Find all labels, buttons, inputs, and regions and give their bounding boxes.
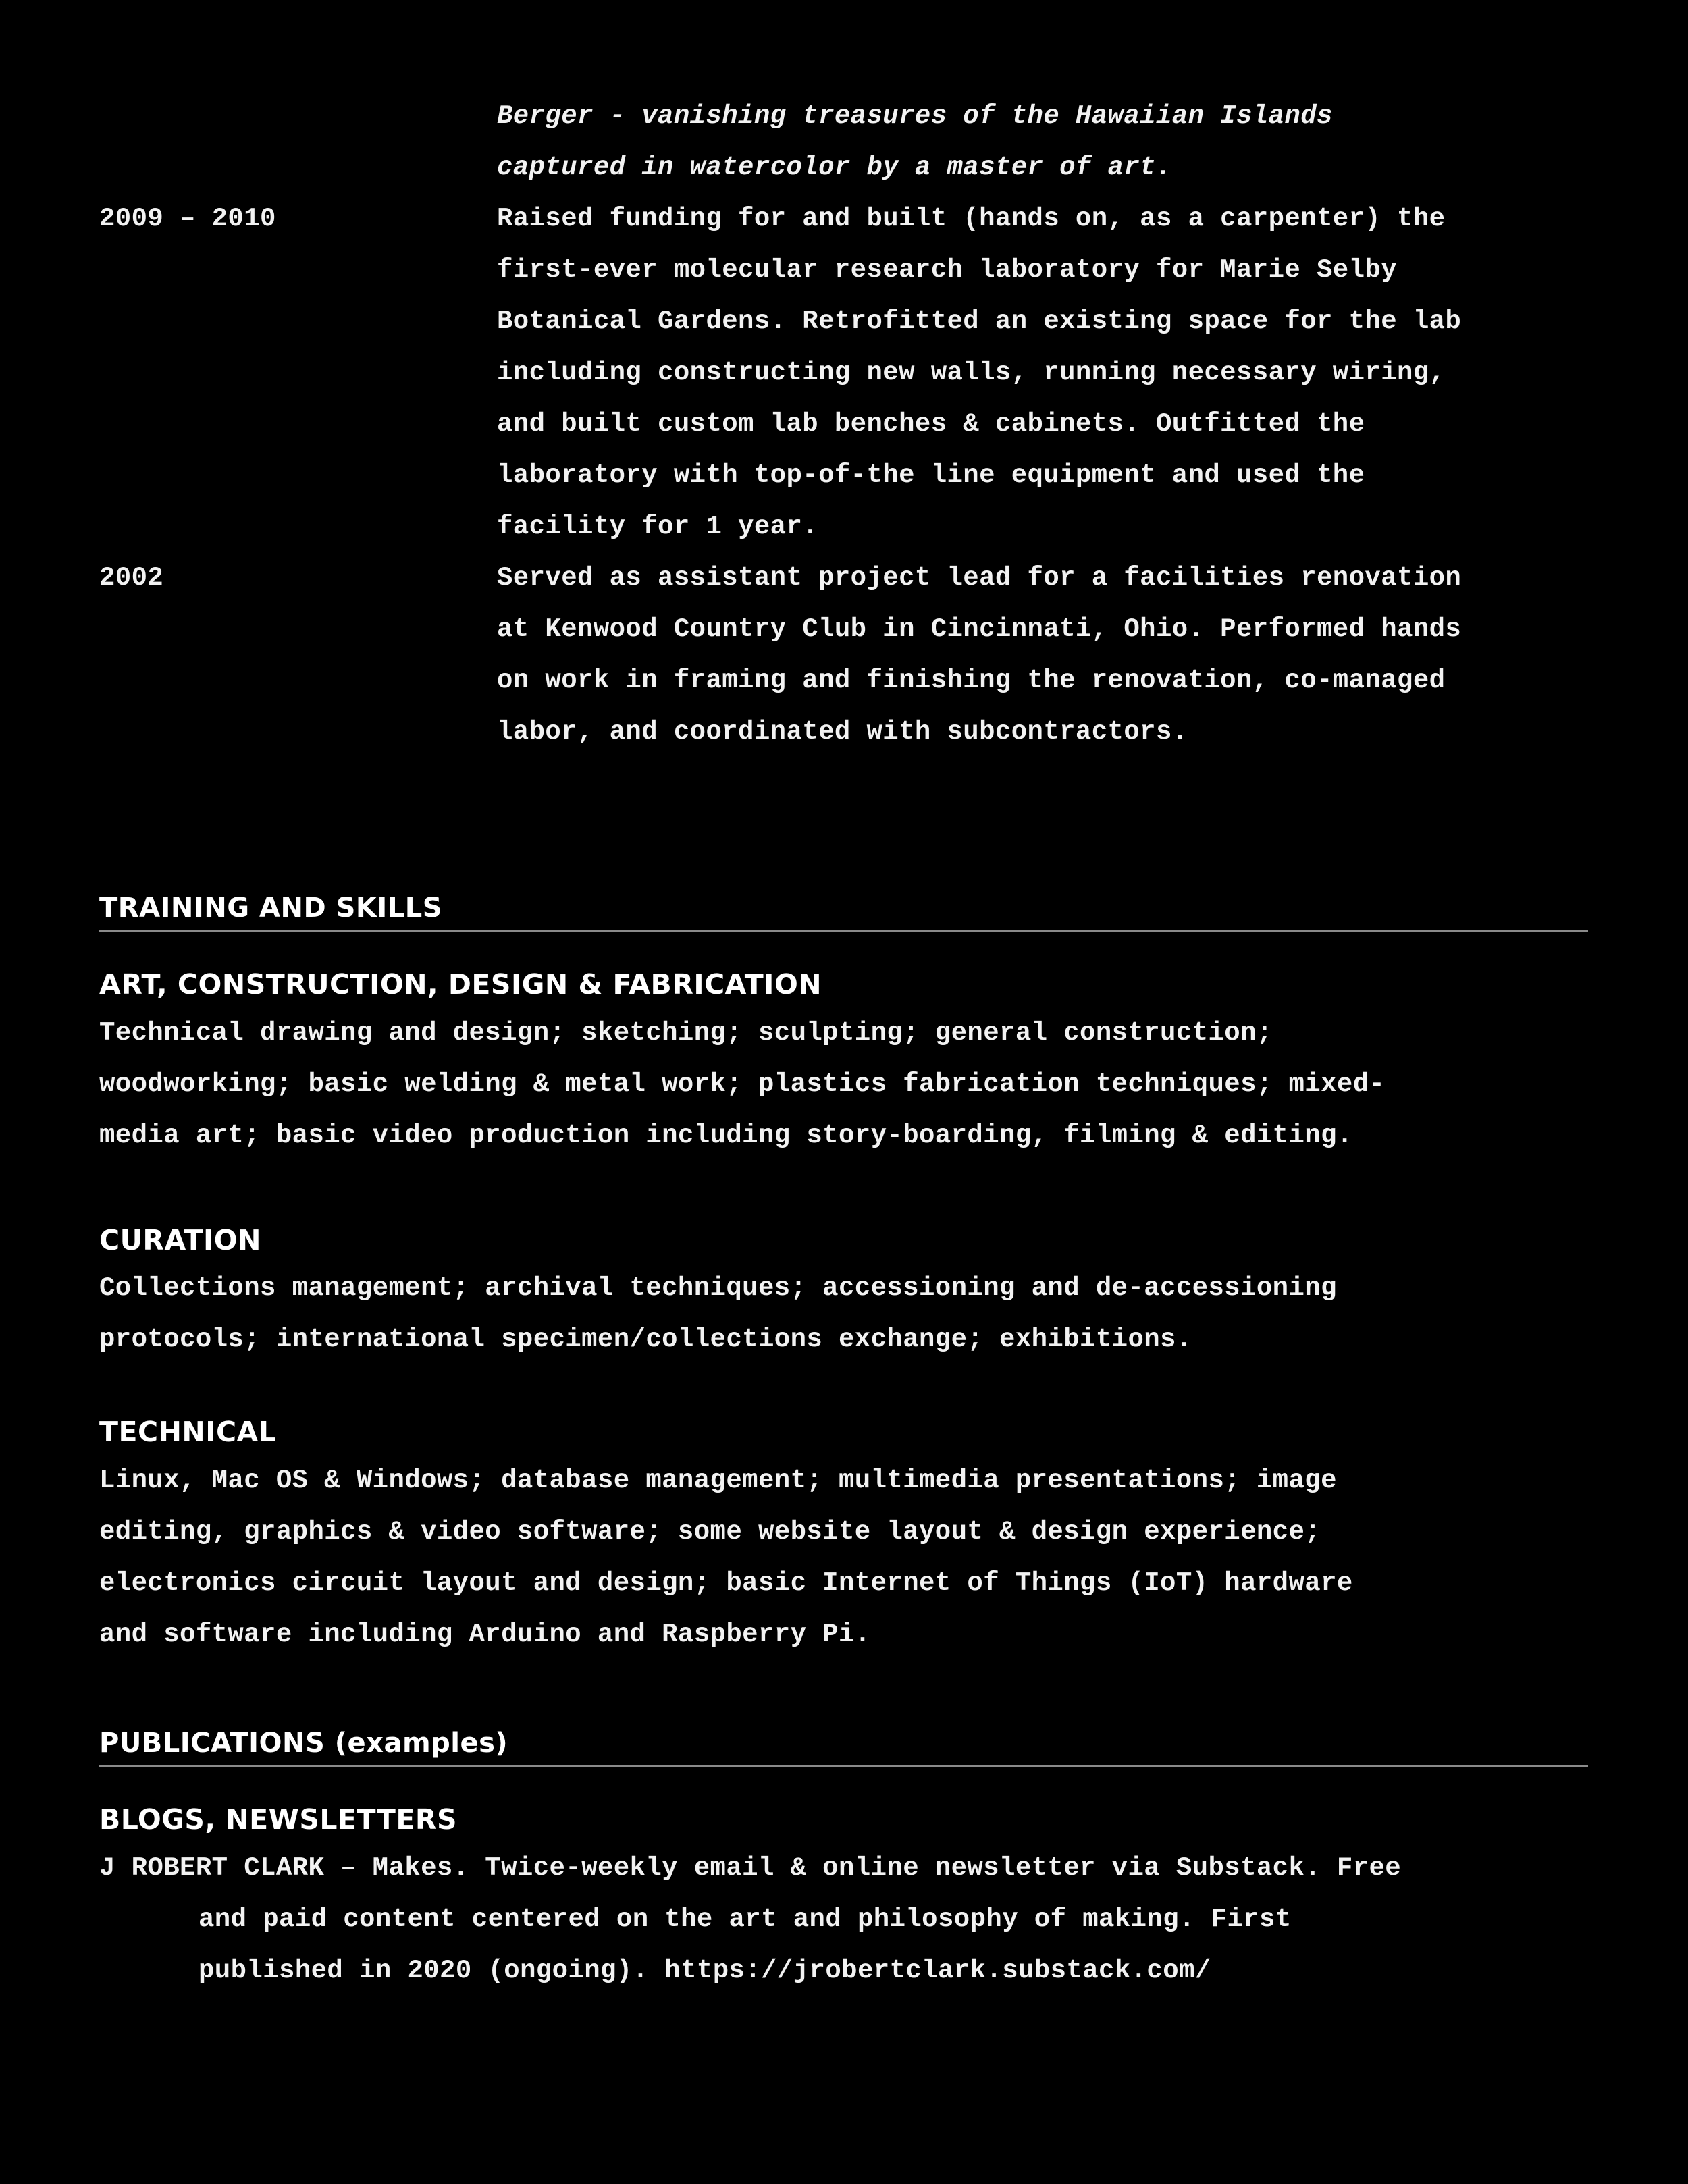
berger-line-1: Berger - vanishing treasures of the Hawaiian Islands xyxy=(497,101,1333,131)
entry-line: and built custom lab benches & cabinets. Outfitted the xyxy=(497,409,1365,439)
entry-line: labor, and coordinated with subcontractors. xyxy=(497,717,1188,747)
section-title-publications: PUBLICATIONS (examples) xyxy=(99,1726,1588,1767)
curation-skills-text xyxy=(99,1262,1337,1365)
subsection-title-technical: TECHNICAL xyxy=(99,1416,277,1448)
skills-line: and software including Arduino and Raspberry Pi. xyxy=(99,1620,871,1649)
entry-date-2002: 2002 xyxy=(99,563,164,593)
publication-entry xyxy=(99,1842,1401,1996)
skills-line: woodworking; basic welding & metal work; plastics fabrication techniques; mixed- xyxy=(99,1069,1386,1099)
publication-line-2: and paid content centered on the art and philosophy of making. First xyxy=(199,1905,1292,1934)
subsection-title-blogs: BLOGS, NEWSLETTERS xyxy=(99,1803,457,1836)
entry-line: including constructing new walls, running necessary wiring, xyxy=(497,358,1446,388)
publication-line-3: published in 2020 (ongoing). https://jrobertclark.substack.com/ xyxy=(199,1956,1211,1986)
entry-line: Raised funding for and built (hands on, as a carpenter) the xyxy=(497,204,1446,234)
skills-line: editing, graphics & video software; some website layout & design experience; xyxy=(99,1517,1321,1547)
entry-line: Served as assistant project lead for a facilities renovation xyxy=(497,563,1462,593)
publication-line-1: J ROBERT CLARK – Makes. Twice-weekly email & online newsletter via Substack. Free xyxy=(99,1853,1402,1883)
entry-line: facility for 1 year. xyxy=(497,512,819,541)
entry-description-2002 xyxy=(497,552,1461,757)
skills-line: electronics circuit layout and design; basic Internet of Things (IoT) hardware xyxy=(99,1568,1353,1598)
berger-line-2: captured in watercolor by a master of art. xyxy=(497,153,1172,182)
skills-line: Collections management; archival techniques; accessioning and de-accessioning xyxy=(99,1273,1337,1303)
entry-description-2009 xyxy=(497,193,1461,552)
entry-line: first-ever molecular research laboratory for Marie Selby xyxy=(497,255,1398,285)
technical-skills-text xyxy=(99,1455,1353,1660)
art-skills-text xyxy=(99,1007,1385,1161)
subsection-title-art: ART, CONSTRUCTION, DESIGN & FABRICATION xyxy=(99,968,822,1001)
entry-line: at Kenwood Country Club in Cincinnati, Ohio. Performed hands xyxy=(497,614,1462,644)
entry-line: laboratory with top-of-the line equipment and used the xyxy=(497,460,1365,490)
berger-description xyxy=(497,90,1333,193)
subsection-title-curation: CURATION xyxy=(99,1224,261,1256)
skills-line: Technical drawing and design; sketching; sculpting; general construction; xyxy=(99,1018,1273,1048)
skills-line: protocols; international specimen/collections exchange; exhibitions. xyxy=(99,1325,1192,1354)
section-title-training: TRAINING AND SKILLS xyxy=(99,891,1588,932)
entry-line: Botanical Gardens. Retrofitted an existing space for the lab xyxy=(497,307,1462,336)
skills-line: Linux, Mac OS & Windows; database management; multimedia presentations; image xyxy=(99,1466,1337,1495)
entry-line: on work in framing and finishing the renovation, co-managed xyxy=(497,666,1446,695)
entry-date-2009: 2009 – 2010 xyxy=(99,204,276,234)
skills-line: media art; basic video production including story-boarding, filming & editing. xyxy=(99,1121,1353,1150)
